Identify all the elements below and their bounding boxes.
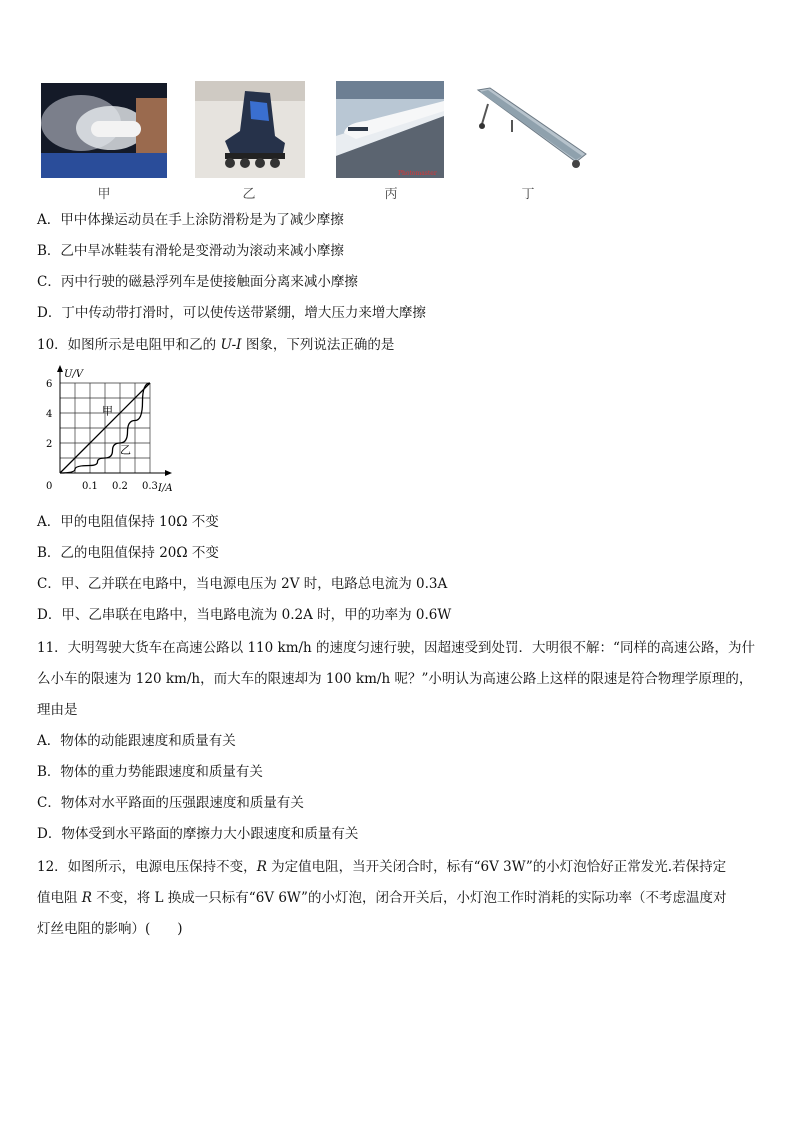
q11-option-c: C．物体对水平路面的压强跟速度和质量有关 xyxy=(37,795,304,811)
q12-line2-part-b: 不变，将 L 换成一只标有“6V 6W”的小灯泡，闭合开关后，小灯泡工作时消耗的实际功率（不考虑温度对 xyxy=(91,890,727,906)
y-tick-label: 2 xyxy=(46,439,53,450)
image-gymnast-hands xyxy=(41,83,167,178)
q10-stem-suffix: 图象，下列说法正确的是 xyxy=(241,337,395,353)
q12-stem-line-3: 灯丝电阻的影响）( ) xyxy=(37,921,183,937)
q12-line2-var: R xyxy=(81,890,92,906)
y-tick-label: 6 xyxy=(46,379,53,390)
y-axis-arrow xyxy=(57,365,63,372)
q9-option-a: A．甲中体操运动员在手上涂防滑粉是为了减少摩擦 xyxy=(37,212,344,228)
x-tick-label: 0.2 xyxy=(112,481,128,492)
chart-labels xyxy=(46,369,173,494)
q11-option-b: B．物体的重力势能跟速度和质量有关 xyxy=(37,764,263,780)
q9-option-b: B．乙中旱冰鞋装有滑轮是变滑动为滚动来减小摩擦 xyxy=(37,243,344,259)
q10-stem-var: U-I xyxy=(220,337,242,353)
q11-stem-line-1: 11．大明驾驶大货车在高速公路以 110 km/h 的速度匀速行驶，因超速受到处罚．大明很不解：“同样的高速公路，为什 xyxy=(37,640,755,656)
q12-line2-part-a: 值电阻 xyxy=(37,890,82,906)
caption-jia: 甲 xyxy=(97,187,111,202)
q12-line1-part-a: 12．如图所示，电源电压保持不变， xyxy=(37,859,257,875)
q10-option-b: B．乙的电阻值保持 20Ω 不变 xyxy=(37,545,219,561)
series-label-jia: 甲 xyxy=(102,404,113,418)
q9-option-c: C．丙中行驶的磁悬浮列车是使接触面分离来减小摩擦 xyxy=(37,274,358,290)
q10-stem xyxy=(37,333,394,353)
q10-option-a: A．甲的电阻值保持 10Ω 不变 xyxy=(37,514,219,530)
q12-stem-line-1 xyxy=(37,855,726,875)
series-label-yi: 乙 xyxy=(120,443,131,457)
q12-line1-part-b: 为定值电阻，当开关闭合时，标有“6V 3W”的小灯泡恰好正常发光.若保持定 xyxy=(266,859,727,875)
q10-option-d: D．甲、乙串联在电路中，当电路电流为 0.2A 时，甲的功率为 0.6W xyxy=(37,607,452,623)
q11-stem-line-3: 理由是 xyxy=(37,702,78,718)
image-roller-skate xyxy=(195,81,305,178)
y-axis-label: U/V xyxy=(64,369,84,380)
y-tick-label: 4 xyxy=(46,409,53,420)
q12-line1-var: R xyxy=(256,859,267,875)
x-axis-arrow xyxy=(165,470,172,476)
x-tick-label: 0.1 xyxy=(82,481,98,492)
u-i-chart xyxy=(40,365,180,495)
q11-option-a: A．物体的动能跟速度和质量有关 xyxy=(37,733,236,749)
q11-option-d: D．物体受到水平路面的摩擦力大小跟速度和质量有关 xyxy=(37,826,359,842)
x-axis-label: I/A xyxy=(158,483,173,494)
q11-stem-line-2: 么小车的限速为 120 km/h，而大车的限速却为 100 km/h 呢？”小明认为高速公路上这样的限速是符合物理学原理的， xyxy=(37,671,753,687)
image-conveyor-belt xyxy=(472,84,588,172)
x-tick-label: 0.3 xyxy=(142,481,158,492)
image-maglev-train xyxy=(336,81,444,178)
q12-stem-line-2 xyxy=(37,886,726,906)
caption-ding: 丁 xyxy=(521,187,535,202)
q10-stem-prefix: 10．如图所示是电阻甲和乙的 xyxy=(37,337,221,353)
watermark-text: Photomaster xyxy=(398,170,437,177)
origin-label: 0 xyxy=(46,481,53,492)
q10-option-c: C．甲、乙并联在电路中，当电源电压为 2V 时，电路总电流为 0.3A xyxy=(37,576,448,592)
caption-bing: 丙 xyxy=(384,187,398,202)
q9-option-d: D．丁中传动带打滑时，可以使传送带紧绷，增大压力来增大摩擦 xyxy=(37,305,426,321)
caption-yi: 乙 xyxy=(242,187,256,202)
